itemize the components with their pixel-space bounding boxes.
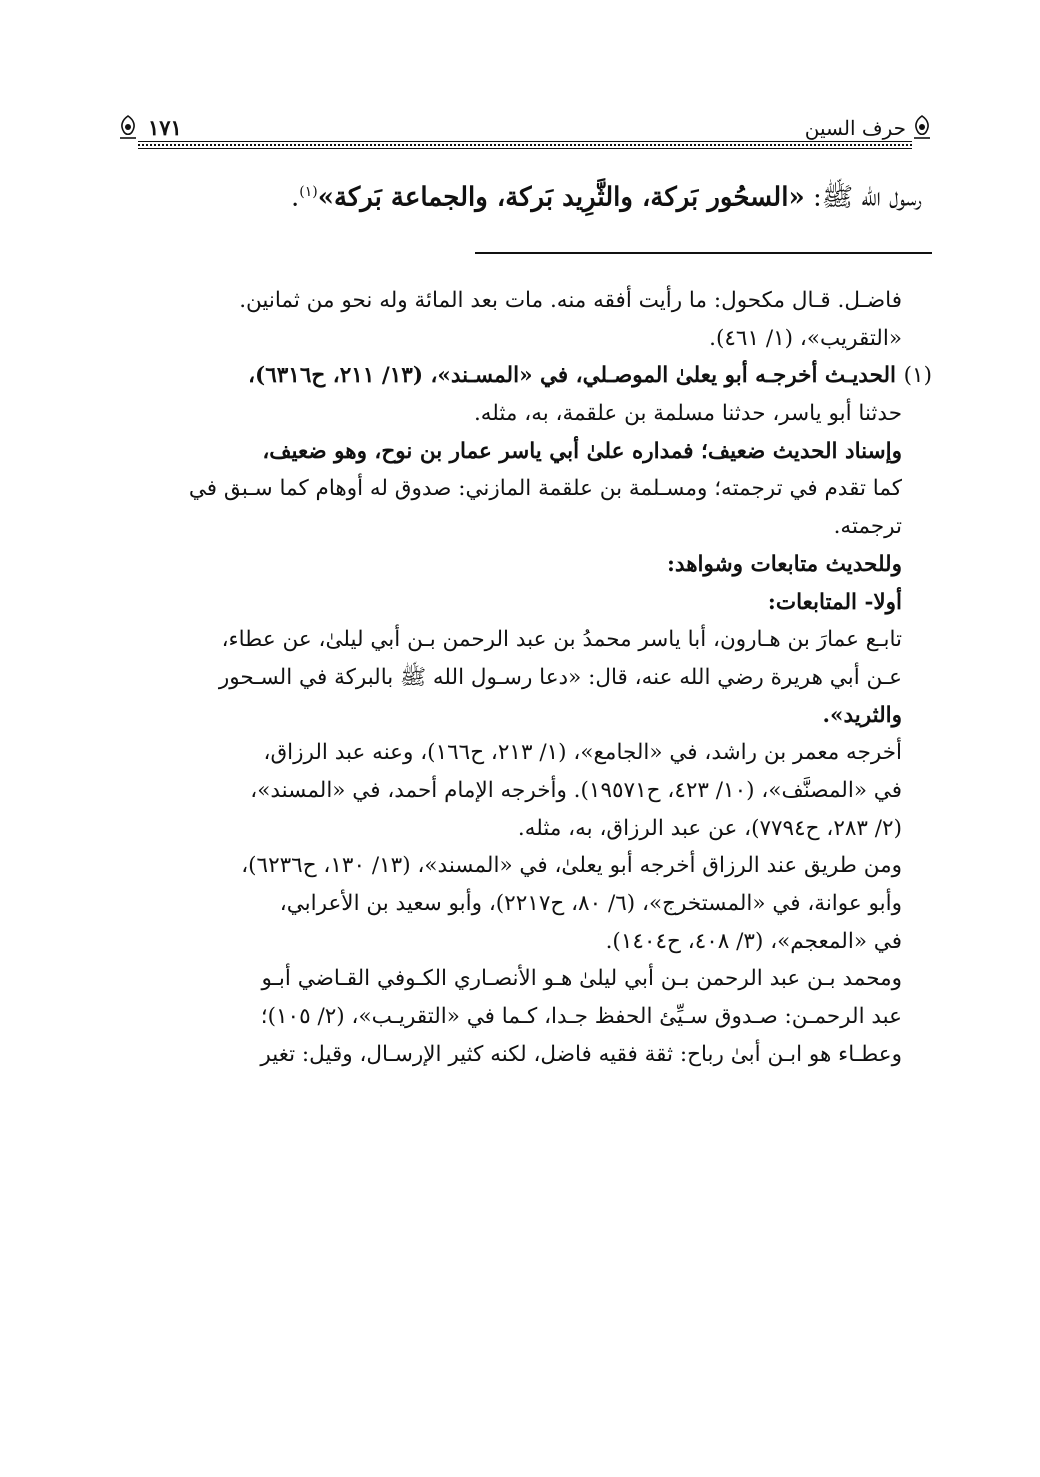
footnote-line: وإسناد الحديث ضعيف؛ فمداره علىٰ أبي ياسر عمار بن نوح، وهو ضعيف، [262, 438, 902, 464]
footnote-line: في «المصنَّف»، (١٠/ ٤٢٣، ح١٩٥٧١). وأخرجه الإمام أحمد، في «المسند»، [250, 777, 902, 803]
footnote-line: عـن أبي هريرة رضي الله عنه، قال: «دعا رسـول الله ﷺ بالبركة في السـحور [218, 664, 902, 690]
footnote-line: كما تقدم في ترجمته؛ ومسـلمة بن علقمة المازني: صدوق له أوهام كما سـبق في [188, 476, 902, 502]
chapter-title: حرف السين [804, 116, 906, 140]
footnote-line: «التقريب»، (١/ ٤٦١). [709, 325, 902, 351]
footnote-separator [475, 252, 932, 254]
footnote-line: (٢/ ٢٨٣، ح٧٧٩٤)، عن عبد الرزاق، به، مثله. [517, 815, 902, 841]
footnote-line: والثريد». [822, 702, 902, 728]
footnote-line: ترجمته. [833, 514, 902, 540]
footnote-line: ومحمد بـن عبد الرحمن بـن أبي ليلىٰ هـو الأنصـاري الكـوفي القـاضي أبـو [261, 966, 902, 992]
footnotes [100, 282, 932, 1073]
footnote-line: عبد الرحمـن: صـدوق سـيِّئ الحفظ جـدا، كـما في «التقريـب»، (٢/ ١٠٥)؛ [260, 1004, 902, 1030]
main-end: . [290, 182, 300, 213]
page-header [118, 114, 932, 148]
footnote-line: حدثنا أبو ياسر، حدثنا مسلمة بن علقمة، به، مثله. [473, 401, 902, 427]
page-number: ١٧١ [148, 115, 182, 140]
footnote-ref: (١) [299, 184, 318, 200]
footnote-line: أخرجه معمر بن راشد، في «الجامع»، (١/ ٢١٣، ح١٦٦)، وعنه عبد الرزاق، [263, 740, 902, 766]
ornament-icon [116, 114, 140, 140]
footnote-line: أولا- المتابعات: [767, 589, 902, 615]
footnote-1-first-line [100, 357, 932, 395]
footnote-1-intro: الحديـث أخرجـه أبو يعلىٰ الموصـلي، في «المسـند»، (١٣/ ٢١١، ح٦٣١٦)، [248, 363, 896, 389]
main-text [112, 172, 922, 218]
ornament-icon [910, 114, 934, 140]
footnote-line: تابـع عمارَ بن هـارون، أبا ياسر محمدُ بن عبد الرحمن بـن أبي ليلىٰ، عن عطاء، [221, 627, 902, 653]
footnote-line: وأبو عوانة، في «المستخرج»، (٦/ ٨٠، ح٢٢١٧)، وأبو سعيد بن الأعرابي، [279, 891, 902, 916]
footnote-line: ومن طريق عند الرزاق أخرجه أبو يعلىٰ، في «المسند»، (١٣/ ١٣٠، ح٦٢٣٦)، [241, 853, 902, 879]
main-intro: رسول الله ﷺ: [804, 182, 922, 213]
hadith-text: «السحُور بَركة، والثَّرِيد بَركة، والجماعة بَركة» [317, 182, 805, 213]
footnote-line: في «المعجم»، (٣/ ٤٠٨، ح١٤٠٤). [605, 928, 902, 954]
footnote-line: فاضـل. قـال مكحول: ما رأيت أفقه منه. مات بعد المائة وله نحو من ثمانين. [239, 288, 902, 313]
header-rule [138, 141, 912, 149]
footnote-line: وعطـاء هو ابـن أبىٰ رباح: ثقة فقيه فاضل، لكنه كثير الإرسـال، وقيل: تغير [260, 1041, 902, 1067]
footnote-number: (١) [903, 363, 932, 389]
footnote-line: وللحديث متابعات وشواهد: [666, 551, 902, 577]
